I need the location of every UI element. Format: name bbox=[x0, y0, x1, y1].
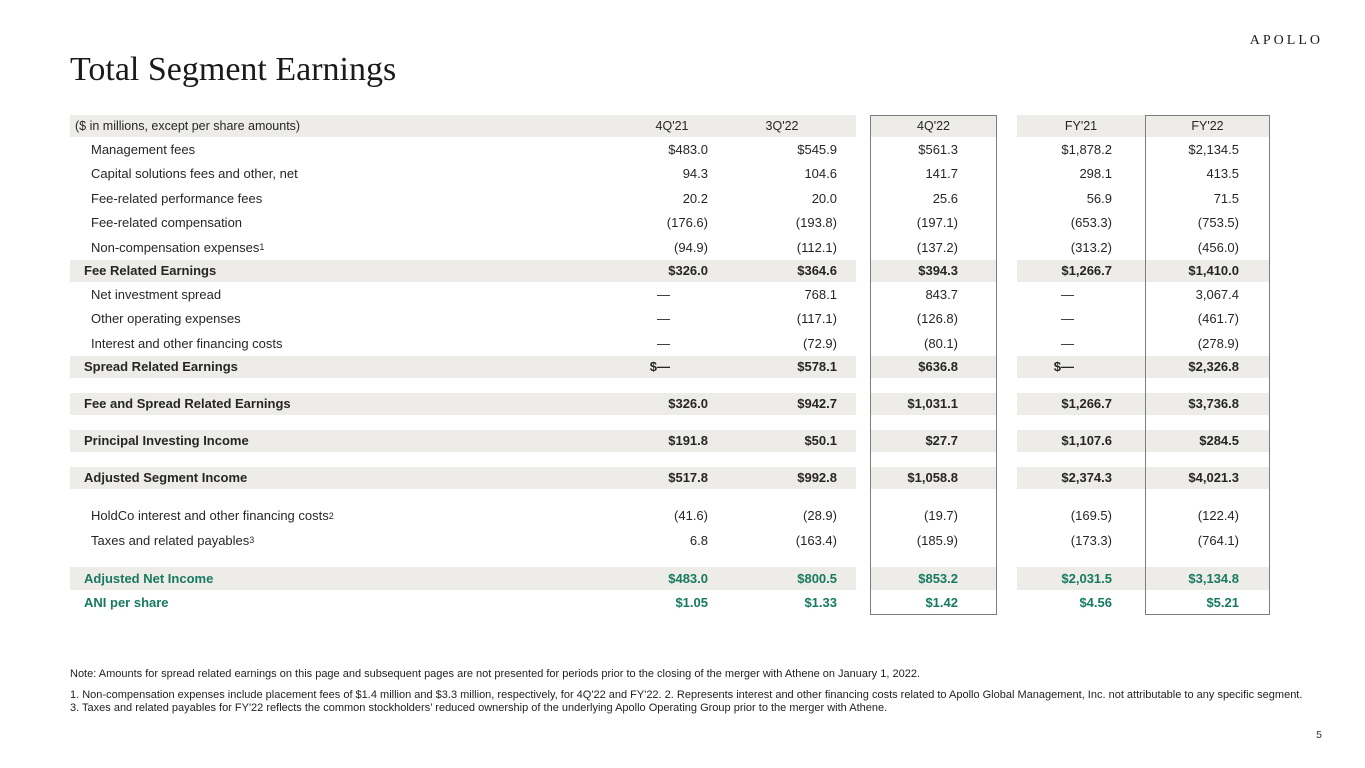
row-label: Net investment spread bbox=[91, 286, 222, 302]
row-label: Capital solutions fees and other, net bbox=[91, 166, 298, 182]
column-gap bbox=[997, 430, 1017, 453]
column-header: 3Q'22 bbox=[708, 115, 856, 137]
table-row bbox=[70, 504, 1270, 529]
table-spacer-row bbox=[70, 489, 1270, 504]
value-cell: $517.8 bbox=[636, 467, 708, 490]
table-row bbox=[70, 211, 1270, 236]
table-spacer-row bbox=[70, 553, 1270, 568]
column-gap bbox=[997, 115, 1017, 137]
value-cell: $191.8 bbox=[636, 430, 708, 453]
value-cell: $3,736.8 bbox=[1145, 393, 1270, 416]
value-cell: (126.8) bbox=[916, 311, 958, 327]
value-cell: $1,266.7 bbox=[1017, 260, 1145, 283]
table-row bbox=[70, 162, 1270, 187]
page-number: 5 bbox=[1316, 729, 1322, 741]
value-cell: (313.2) bbox=[1070, 239, 1112, 255]
value-cell: 768.1 bbox=[804, 286, 837, 302]
table-row bbox=[70, 393, 1270, 416]
value-cell: $2,134.5 bbox=[1188, 141, 1239, 157]
column-gap bbox=[856, 528, 870, 553]
value-cell: $2,326.8 bbox=[1145, 356, 1270, 379]
value-cell: $853.2 bbox=[870, 567, 997, 590]
table-row bbox=[70, 260, 1270, 283]
value-cell: — bbox=[657, 335, 670, 351]
value-cell: (461.7) bbox=[1197, 311, 1239, 327]
column-gap bbox=[997, 307, 1017, 332]
row-label: Spread Related Earnings bbox=[70, 356, 636, 379]
row-label: ANI per share bbox=[84, 594, 169, 610]
value-cell: 843.7 bbox=[925, 286, 958, 302]
table-row bbox=[70, 528, 1270, 553]
column-gap bbox=[856, 137, 870, 162]
row-label: Fee Related Earnings bbox=[70, 260, 636, 283]
value-cell: (28.9) bbox=[803, 508, 837, 524]
value-cell: — bbox=[1061, 286, 1074, 302]
value-cell: 94.3 bbox=[682, 166, 708, 182]
value-cell: $1,058.8 bbox=[870, 467, 997, 490]
column-gap bbox=[997, 331, 1017, 356]
page-title: Total Segment Earnings bbox=[70, 51, 397, 88]
column-gap bbox=[856, 260, 870, 283]
column-gap bbox=[997, 211, 1017, 236]
value-cell: 56.9 bbox=[1086, 190, 1112, 206]
column-gap bbox=[997, 282, 1017, 307]
value-cell: $1,107.6 bbox=[1017, 430, 1145, 453]
row-label: Adjusted Net Income bbox=[70, 567, 636, 590]
value-cell: (19.7) bbox=[924, 508, 958, 524]
column-gap bbox=[856, 282, 870, 307]
value-cell: $364.6 bbox=[708, 260, 856, 283]
value-cell: $394.3 bbox=[870, 260, 997, 283]
column-gap bbox=[997, 235, 1017, 260]
row-label: Non-compensation expenses 1 bbox=[91, 239, 265, 255]
column-gap bbox=[856, 115, 870, 137]
column-gap bbox=[997, 260, 1017, 283]
value-cell: $636.8 bbox=[870, 356, 997, 379]
table-row bbox=[70, 282, 1270, 307]
value-cell: $1.05 bbox=[675, 594, 708, 610]
value-cell: $561.3 bbox=[918, 141, 958, 157]
apollo-logo: APOLLO bbox=[1249, 33, 1323, 48]
table-row bbox=[70, 430, 1270, 453]
column-header: 4Q'21 bbox=[636, 115, 708, 137]
column-gap bbox=[997, 590, 1017, 615]
value-cell: $1,266.7 bbox=[1017, 393, 1145, 416]
value-cell: $483.0 bbox=[636, 567, 708, 590]
value-cell: $— bbox=[636, 356, 708, 379]
value-cell: $1,878.2 bbox=[1061, 141, 1112, 157]
value-cell: $4,021.3 bbox=[1145, 467, 1270, 490]
note-text: Note: Amounts for spread related earnings on this page and subsequent pages are not presented for periods prior to the closing of the merger with Athene on January 1, 2022. bbox=[70, 668, 920, 680]
table-row bbox=[70, 307, 1270, 332]
row-label: Other operating expenses bbox=[91, 311, 241, 327]
value-cell: — bbox=[657, 286, 670, 302]
column-gap bbox=[997, 528, 1017, 553]
column-gap bbox=[856, 162, 870, 187]
row-label: Taxes and related payables 3 bbox=[91, 532, 255, 548]
row-label: Adjusted Segment Income bbox=[70, 467, 636, 490]
value-cell: (193.8) bbox=[795, 215, 837, 231]
row-label: Principal Investing Income bbox=[70, 430, 636, 453]
value-cell: $4.56 bbox=[1079, 594, 1112, 610]
value-cell: $1.42 bbox=[925, 594, 958, 610]
value-cell: — bbox=[1061, 311, 1074, 327]
value-cell: $483.0 bbox=[668, 141, 708, 157]
value-cell: $800.5 bbox=[708, 567, 856, 590]
value-cell: $2,374.3 bbox=[1017, 467, 1145, 490]
value-cell: 25.6 bbox=[932, 190, 958, 206]
value-cell: (80.1) bbox=[924, 335, 958, 351]
value-cell: (94.9) bbox=[674, 239, 708, 255]
column-gap bbox=[997, 186, 1017, 211]
value-cell: $— bbox=[1017, 356, 1145, 379]
table-header-row bbox=[70, 115, 1270, 137]
column-gap bbox=[997, 504, 1017, 529]
value-cell: (653.3) bbox=[1070, 215, 1112, 231]
table-row bbox=[70, 590, 1270, 615]
value-cell: 298.1 bbox=[1079, 166, 1112, 182]
row-label: Fee-related performance fees bbox=[91, 190, 263, 206]
value-cell: (764.1) bbox=[1197, 532, 1239, 548]
value-cell: 104.6 bbox=[804, 166, 837, 182]
table-spacer-row bbox=[70, 415, 1270, 430]
column-gap bbox=[856, 307, 870, 332]
value-cell: 413.5 bbox=[1206, 166, 1239, 182]
column-gap bbox=[856, 235, 870, 260]
value-cell: (456.0) bbox=[1197, 239, 1239, 255]
table-row bbox=[70, 356, 1270, 379]
value-cell: (72.9) bbox=[803, 335, 837, 351]
value-cell: (112.1) bbox=[796, 239, 837, 255]
value-cell: (169.5) bbox=[1070, 508, 1112, 524]
value-cell: $27.7 bbox=[870, 430, 997, 453]
value-cell: (197.1) bbox=[916, 215, 958, 231]
table-row bbox=[70, 567, 1270, 590]
value-cell: (41.6) bbox=[674, 508, 708, 524]
table-row bbox=[70, 235, 1270, 260]
row-label: Management fees bbox=[91, 141, 196, 157]
row-label: Fee and Spread Related Earnings bbox=[70, 393, 636, 416]
value-cell: (176.6) bbox=[666, 215, 708, 231]
value-cell: 6.8 bbox=[689, 532, 708, 548]
value-cell: $992.8 bbox=[708, 467, 856, 490]
value-cell: (185.9) bbox=[916, 532, 958, 548]
column-gap bbox=[856, 186, 870, 211]
table-row bbox=[70, 467, 1270, 490]
column-header: 4Q'22 bbox=[870, 115, 997, 137]
value-cell: 71.5 bbox=[1213, 190, 1239, 206]
column-gap bbox=[856, 356, 870, 379]
value-cell: $326.0 bbox=[636, 260, 708, 283]
value-cell: (278.9) bbox=[1197, 335, 1239, 351]
column-gap bbox=[997, 393, 1017, 416]
value-cell: $545.9 bbox=[797, 141, 837, 157]
value-cell: 3,067.4 bbox=[1195, 286, 1239, 302]
value-cell: $1,410.0 bbox=[1145, 260, 1270, 283]
value-cell: $5.21 bbox=[1206, 594, 1239, 610]
column-gap bbox=[997, 356, 1017, 379]
value-cell: 141.7 bbox=[925, 166, 958, 182]
row-label: Interest and other financing costs bbox=[91, 335, 283, 351]
column-gap bbox=[856, 504, 870, 529]
value-cell: $326.0 bbox=[636, 393, 708, 416]
column-header: FY'22 bbox=[1145, 115, 1270, 137]
value-cell: (117.1) bbox=[796, 311, 837, 327]
value-cell: $3,134.8 bbox=[1145, 567, 1270, 590]
table-spacer-row bbox=[70, 452, 1270, 467]
column-gap bbox=[856, 467, 870, 490]
table-unit-label: ($ in millions, except per share amounts) bbox=[70, 115, 636, 137]
segment-earnings-table bbox=[70, 115, 1270, 615]
value-cell: $578.1 bbox=[708, 356, 856, 379]
value-cell: $942.7 bbox=[708, 393, 856, 416]
value-cell: 20.2 bbox=[682, 190, 708, 206]
column-gap bbox=[856, 211, 870, 236]
value-cell: (137.2) bbox=[916, 239, 958, 255]
value-cell: (122.4) bbox=[1197, 508, 1239, 524]
table-row bbox=[70, 186, 1270, 211]
column-header: FY'21 bbox=[1017, 115, 1145, 137]
value-cell: $1.33 bbox=[804, 594, 837, 610]
column-gap bbox=[856, 393, 870, 416]
value-cell: — bbox=[657, 311, 670, 327]
column-gap bbox=[856, 567, 870, 590]
value-cell: $1,031.1 bbox=[870, 393, 997, 416]
value-cell: (753.5) bbox=[1197, 215, 1239, 231]
value-cell: $2,031.5 bbox=[1017, 567, 1145, 590]
row-label: Fee-related compensation bbox=[91, 215, 243, 231]
value-cell: 20.0 bbox=[811, 190, 837, 206]
table-row bbox=[70, 137, 1270, 162]
column-gap bbox=[856, 590, 870, 615]
column-gap bbox=[997, 137, 1017, 162]
footnotes bbox=[70, 668, 1305, 715]
footnote-text: 1. Non-compensation expenses include placement fees of $1.4 million and $3.3 million, respectively, for 4Q'22 and FY'22. 2. Represents interest and other financing costs related to Apollo Global Management, Inc. not attributable to any specific segment. 3. Taxes and related payables for FY'22 reflects the common stockholders’ reduced ownership of the underlying Apollo Operating Group prior to the merger with Athene. bbox=[70, 689, 1303, 714]
value-cell: — bbox=[1061, 335, 1074, 351]
row-label: HoldCo interest and other financing costs 2 bbox=[91, 508, 334, 524]
value-cell: (173.3) bbox=[1070, 532, 1112, 548]
column-gap bbox=[997, 162, 1017, 187]
column-gap bbox=[856, 331, 870, 356]
column-gap bbox=[997, 567, 1017, 590]
value-cell: $50.1 bbox=[708, 430, 856, 453]
table-spacer-row bbox=[70, 378, 1270, 393]
column-gap bbox=[856, 430, 870, 453]
table-row bbox=[70, 331, 1270, 356]
value-cell: (163.4) bbox=[795, 532, 837, 548]
value-cell: $284.5 bbox=[1145, 430, 1270, 453]
column-gap bbox=[997, 467, 1017, 490]
